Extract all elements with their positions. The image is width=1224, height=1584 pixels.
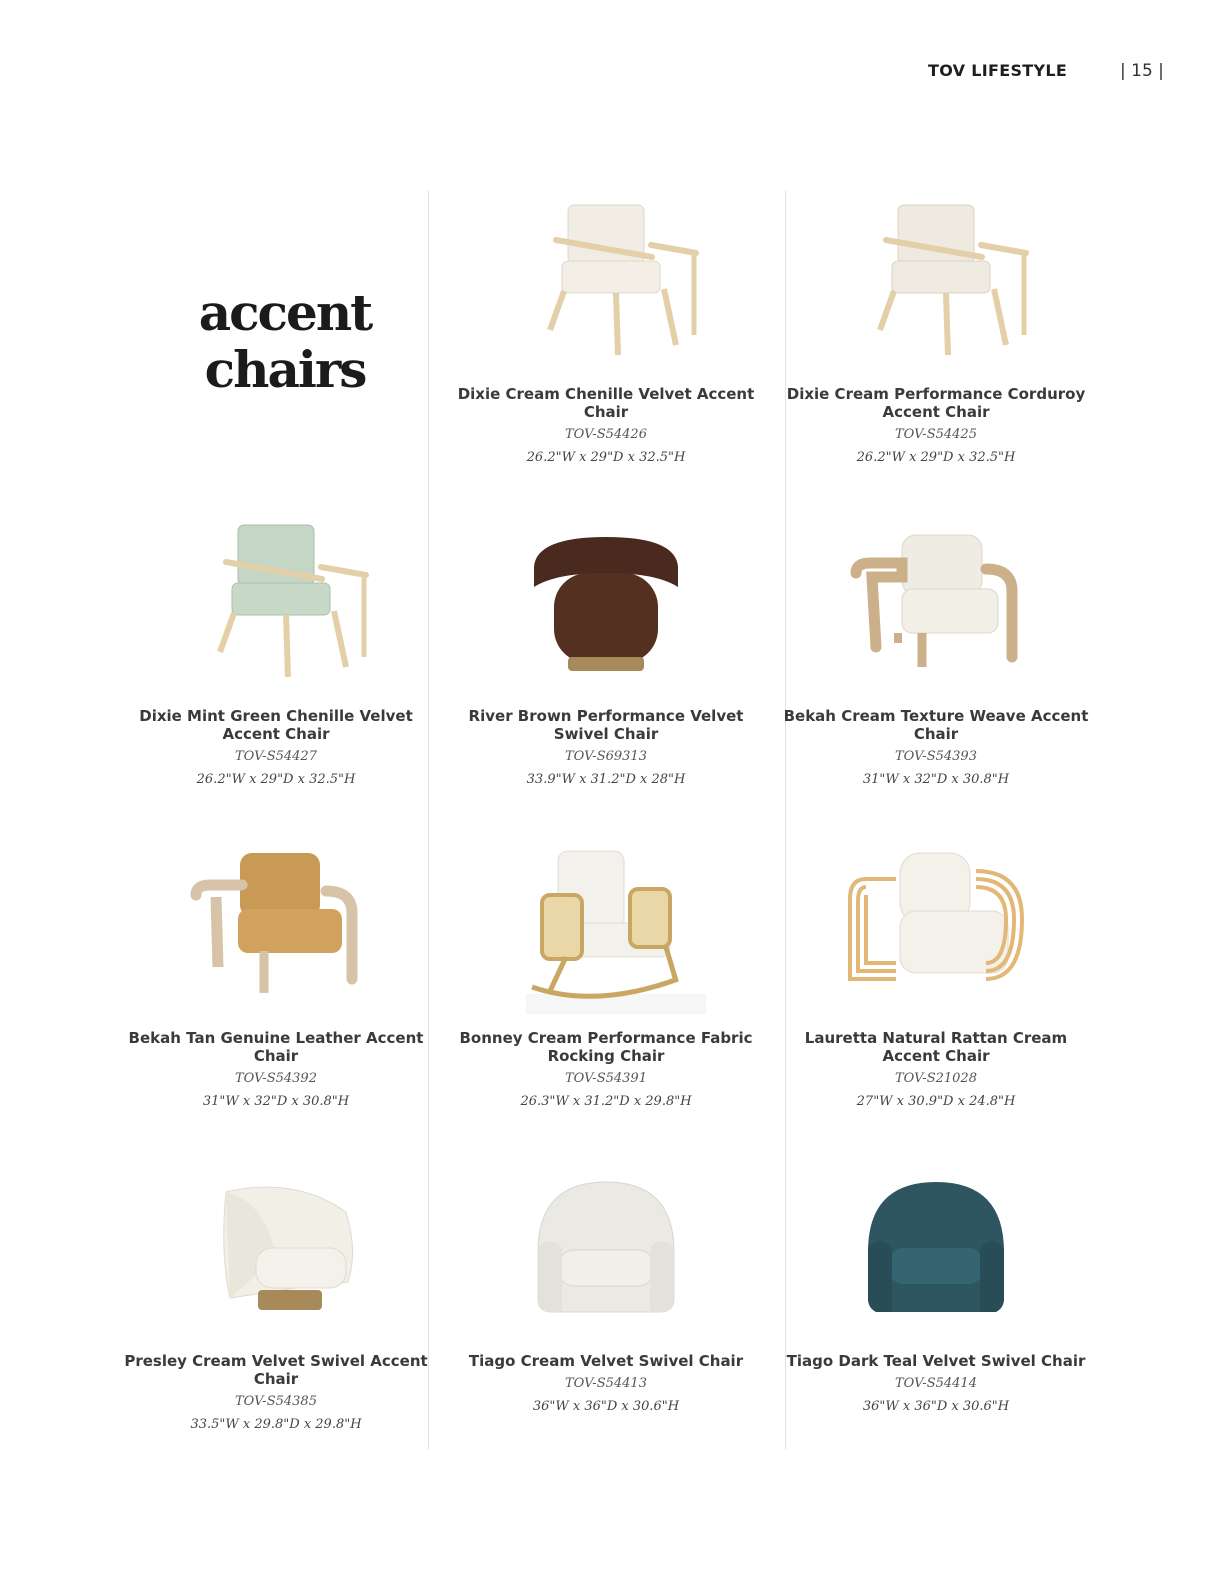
cream-bentwood-chair-icon (836, 517, 1036, 707)
product-name: River Brown Performance Velvet Swivel Chair (468, 707, 744, 743)
cream-barrel-chair-icon (506, 1162, 706, 1352)
product-name: Tiago Dark Teal Velvet Swivel Chair (786, 1352, 1086, 1370)
brown-swivel-chair-icon (506, 517, 706, 707)
product-name: Dixie Cream Performance Corduroy Accent Chair (786, 385, 1086, 421)
cream-rocking-chair-icon (506, 839, 706, 1029)
product-name: Dixie Cream Chenille Velvet Accent Chair (457, 385, 755, 421)
product-name: Bekah Tan Genuine Leather Accent Chair (128, 1029, 424, 1065)
product-dimensions: 27"W x 30.9"D x 24.8"H (856, 1094, 1016, 1109)
product-dimensions: 31"W x 32"D x 30.8"H (862, 772, 1010, 787)
product-card[interactable] (446, 1162, 766, 1414)
product-name: Lauretta Natural Rattan Cream Accent Chair (804, 1029, 1068, 1065)
product-card[interactable] (116, 1162, 436, 1432)
product-card[interactable] (446, 839, 766, 1109)
product-dimensions: 31"W x 32"D x 30.8"H (202, 1094, 350, 1109)
cream-wood-armchair-icon (506, 195, 706, 385)
product-dimensions: 26.2"W x 29"D x 32.5"H (526, 450, 686, 465)
product-name: Bonney Cream Performance Fabric Rocking Chair (459, 1029, 753, 1065)
product-card[interactable] (776, 1162, 1096, 1414)
product-dimensions: 26.2"W x 29"D x 32.5"H (856, 450, 1016, 465)
product-sku: TOV-S54391 (565, 1071, 647, 1086)
section-title-line1: accent (198, 283, 372, 342)
product-sku: TOV-S21028 (895, 1071, 977, 1086)
rattan-chair-icon (836, 839, 1036, 1029)
mint-wood-armchair-icon (176, 517, 376, 707)
product-card[interactable] (776, 517, 1096, 787)
product-sku: TOV-S54414 (895, 1376, 977, 1391)
product-dimensions: 36"W x 36"D x 30.6"H (862, 1399, 1010, 1414)
product-card[interactable] (446, 517, 766, 787)
product-sku: TOV-S54426 (565, 427, 647, 442)
product-card[interactable] (116, 517, 436, 787)
product-sku: TOV-S54385 (235, 1394, 317, 1409)
product-card[interactable] (116, 839, 436, 1109)
section-title (170, 284, 400, 398)
cream-swivel-chair-icon (176, 1162, 376, 1352)
product-sku: TOV-S54425 (895, 427, 977, 442)
page-number: | 15 | (1120, 61, 1164, 81)
product-card[interactable] (776, 195, 1096, 465)
header-brand: TOV LIFESTYLE (928, 61, 1068, 80)
product-name: Presley Cream Velvet Swivel Accent Chair (124, 1352, 428, 1388)
product-card[interactable] (776, 839, 1096, 1109)
product-card[interactable] (446, 195, 766, 465)
product-sku: TOV-S54427 (235, 749, 317, 764)
cream-wood-armchair-icon (836, 195, 1036, 385)
product-dimensions: 26.2"W x 29"D x 32.5"H (196, 772, 356, 787)
product-name: Tiago Cream Velvet Swivel Chair (468, 1352, 744, 1370)
section-title-line2: chairs (204, 340, 366, 399)
product-name: Bekah Cream Texture Weave Accent Chair (783, 707, 1089, 743)
teal-barrel-chair-icon (836, 1162, 1036, 1352)
tan-leather-chair-icon (176, 839, 376, 1029)
product-sku: TOV-S54413 (565, 1376, 647, 1391)
product-sku: TOV-S54392 (235, 1071, 317, 1086)
product-sku: TOV-S54393 (895, 749, 977, 764)
product-dimensions: 36"W x 36"D x 30.6"H (532, 1399, 680, 1414)
product-dimensions: 26.3"W x 31.2"D x 29.8"H (520, 1094, 692, 1109)
product-sku: TOV-S69313 (565, 749, 647, 764)
product-dimensions: 33.9"W x 31.2"D x 28"H (526, 772, 686, 787)
product-dimensions: 33.5"W x 29.8"D x 29.8"H (190, 1417, 362, 1432)
product-name: Dixie Mint Green Chenille Velvet Accent Chair (139, 707, 413, 743)
